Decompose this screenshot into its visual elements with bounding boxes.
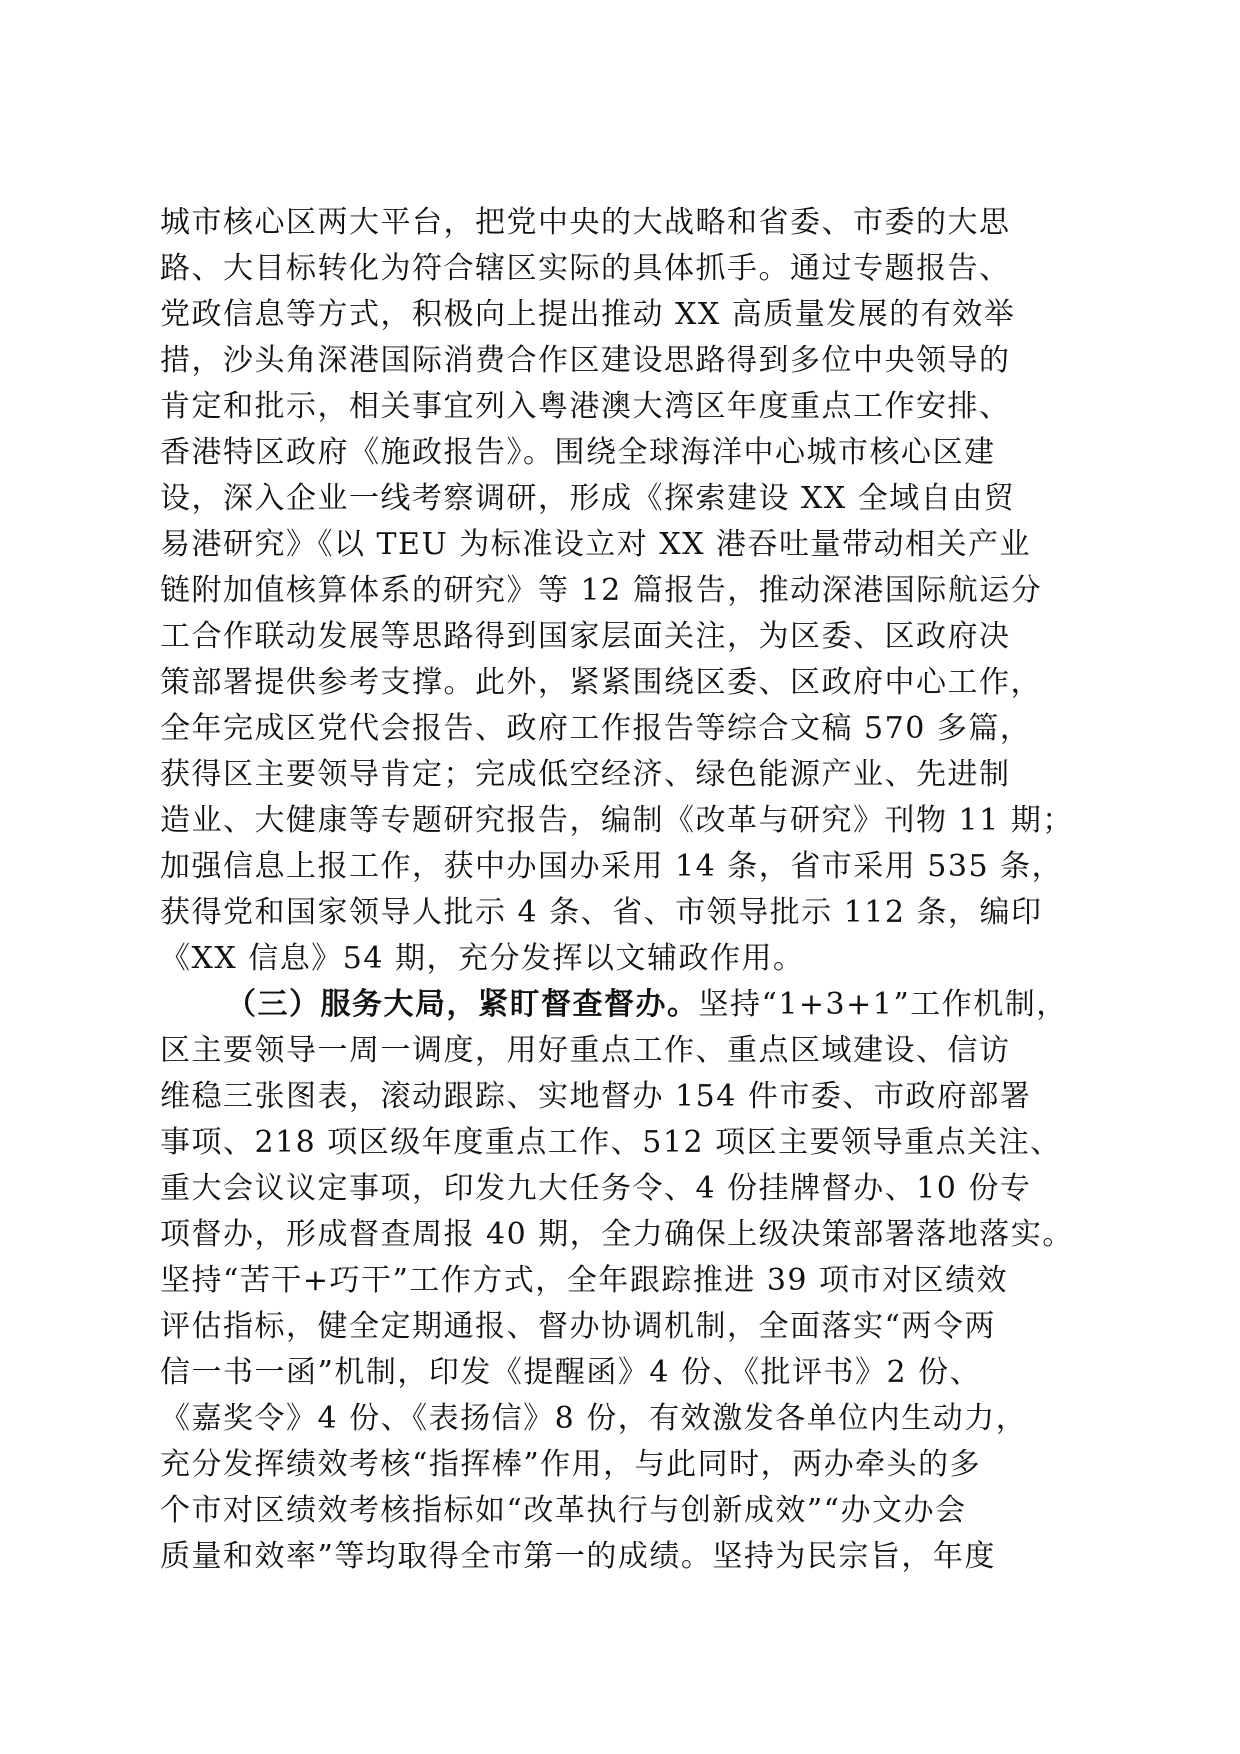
text-line: 工合作联动发展等思路得到国家层面关注，为区委、区政府决 [160,619,1011,654]
text-line: 路、大目标转化为符合辖区实际的具体抓手。通过专题报告、 [160,251,1011,286]
text-span: 坚持“1+3+1”工作机制， [698,987,1068,1022]
paragraph-2 [160,982,1080,1580]
text-line: 项督办，形成督查周报 40 期，全力确保上级决策部署落地落实。 [160,1217,1074,1252]
text-line: 《嘉奖令》4 份、《表扬信》8 份，有效激发各单位内生动力， [160,1401,1028,1436]
paragraph-first-line [160,982,1080,1028]
text-line: 重大会议议定事项，印发九大任务令、4 份挂牌督办、10 份专 [160,1171,1032,1206]
text-line: 区主要领导一周一调度，用好重点工作、重点区域建设、信访 [160,1033,1011,1068]
text-line: 评估指标，健全定期通报、督办协调机制，全面落实“两令两 [160,1309,996,1344]
section-heading: （三）服务大局，紧盯督查督办。 [226,987,699,1022]
text-line: 坚持“苦干+巧干”工作方式，全年跟踪推进 39 项市对区绩效 [160,1263,1009,1298]
text-line: 信一书一函”机制，印发《提醒函》4 份、《批评书》2 份、 [160,1355,982,1390]
text-line: 肯定和批示，相关事宜列入粤港澳大湾区年度重点工作安排、 [160,389,1011,424]
text-line: 香港特区政府《施政报告》。围绕全球海洋中心城市核心区建 [160,435,996,470]
text-line: 城市核心区两大平台，把党中央的大战略和省委、市委的大思 [160,205,1011,240]
text-line: 易港研究》《以 TEU 为标准设立对 XX 港吞吐量带动相关产业 [160,527,1032,562]
text-line: 党政信息等方式，积极向上提出推动 XX 高质量发展的有效举 [160,297,1016,332]
text-line: 《XX 信息》54 期，充分发挥以文辅政作用。 [160,941,805,976]
text-line: 加强信息上报工作，获中办国办采用 14 条，省市采用 535 条， [160,849,1064,884]
text-line: 获得区主要领导肯定；完成低空经济、绿色能源产业、先进制 [160,757,1011,792]
text-line: 造业、大健康等专题研究报告，编制《改革与研究》刊物 11 期； [160,803,1074,838]
text-line: 充分发挥绩效考核“指挥棒”作用，与此同时，两办牵头的多 [160,1447,982,1482]
text-line: 链附加值核算体系的研究》等 12 篇报告，推动深港国际航运分 [160,573,1043,608]
text-line: 事项、218 项区级年度重点工作、512 项区主要领导重点关注、 [160,1125,1062,1160]
text-line: 质量和效率”等均取得全市第一的成绩。坚持为民宗旨，年度 [160,1539,996,1574]
text-line: 获得党和国家领导人批示 4 条、省、市领导批示 112 条，编印 [160,895,1043,930]
paragraph-1 [160,200,1080,982]
text-line: 维稳三张图表，滚动跟踪、实地督办 154 件市委、市政府部署 [160,1079,1032,1114]
text-line: 措，沙头角深港国际消费合作区建设思路得到多位中央领导的 [160,343,1011,378]
text-line: 设，深入企业一线考察调研，形成《探索建设 XX 全域自由贸 [160,481,1016,516]
text-line: 策部署提供参考支撑。此外，紧紧围绕区委、区政府中心工作， [160,665,1042,700]
text-line: 个市对区绩效考核指标如“改革执行与创新成效”“办文办会 [160,1493,967,1528]
text-line: 全年完成区党代会报告、政府工作报告等综合文稿 570 多篇， [160,711,1032,746]
